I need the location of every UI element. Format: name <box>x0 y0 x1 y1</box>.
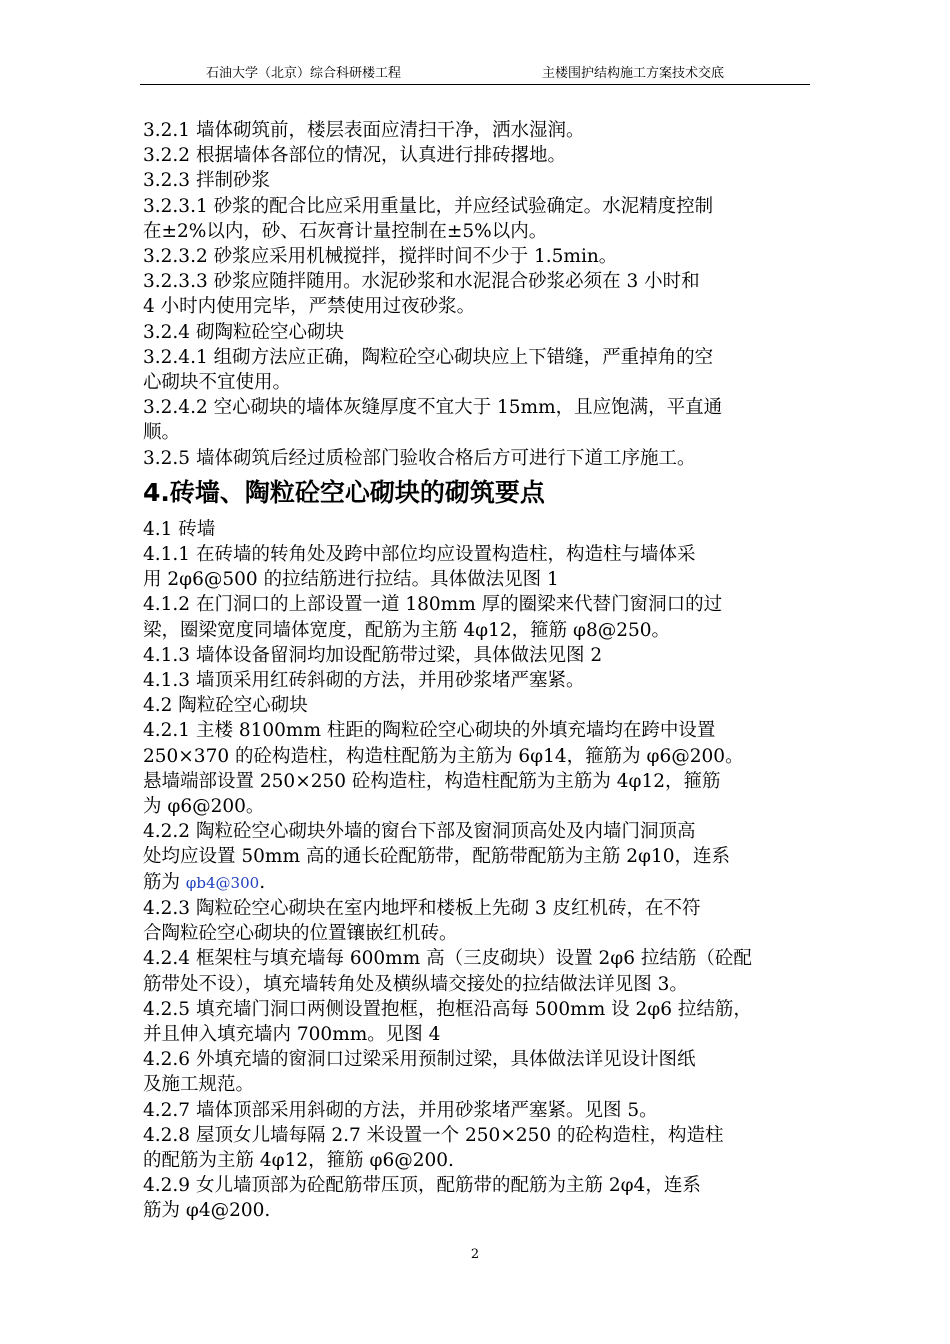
text-line: 4.2.2 陶粒砼空心砌块外墙的窗台下部及窗洞顶高处及内墙门洞顶高 <box>143 821 696 843</box>
text-line: 处均应设置 50mm 高的通长砼配筋带，配筋带配筋为主筋 2φ10，连系 <box>143 846 731 868</box>
text-line: 3.2.3 拌制砂浆 <box>143 170 270 192</box>
text-line: 3.2.5 墙体砌筑后经过质检部门验收合格后方可进行下道工序施工。 <box>143 447 696 469</box>
section-heading: 4.砖墙、陶粒砼空心砌块的砌筑要点 <box>143 477 545 507</box>
text-line: 用 2φ6@500 的拉结筋进行拉结。具体做法见图 1 <box>143 569 559 591</box>
section-3-2-items <box>143 118 815 471</box>
header-project-name: 石油大学（北京）综合科研楼工程 <box>206 66 402 81</box>
text-line: 心砌块不宜使用。 <box>143 372 292 394</box>
page-number: 2 <box>470 1247 480 1262</box>
text-line: 4 小时内使用完毕，严禁使用过夜砂浆。 <box>143 296 476 318</box>
text-line: 4.2.4 框架柱与填充墙每 600mm 高（三皮砌块）设置 2φ6 拉结筋（砼配 <box>143 948 752 970</box>
text-line: 4.2.5 填充墙门洞口两侧设置抱框，抱框沿高每 500mm 设 2φ6 拉结筋， <box>143 998 752 1020</box>
text-line: 4.1.1 在砖墙的转角处及跨中部位均应设置构造柱，构造柱与墙体采 <box>143 544 696 566</box>
text-line: 及施工规范。 <box>143 1074 255 1096</box>
link-prefix: 筋为 <box>143 871 181 893</box>
rebar-spec-link[interactable]: φb4@300 <box>185 873 260 892</box>
text-line: 在±2%以内，砂、石灰膏计量控制在±5%以内。 <box>143 220 548 242</box>
text-line: 4.2.6 外填充墙的窗洞口过梁采用预制过梁，具体做法详见设计图纸 <box>143 1049 696 1071</box>
text-line: 4.1.3 墙顶采用红砖斜砌的方法，并用砂浆堵严塞紧。 <box>143 670 585 692</box>
text-line: 4.1.3 墙体设备留洞均加设配筋带过梁，具体做法见图 2 <box>143 644 603 666</box>
section-4-items <box>143 517 815 1224</box>
text-line: 3.2.4.1 组砌方法应正确，陶粒砼空心砌块应上下错缝，严重掉角的空 <box>143 346 714 368</box>
text-line-with-link <box>143 870 815 896</box>
text-line: 3.2.3.1 砂浆的配合比应采用重量比，并应经试验确定。水泥精度控制 <box>143 195 714 217</box>
text-line: 合陶粒砼空心砌块的位置镶嵌红机砖。 <box>143 923 458 945</box>
text-line: 4.2.7 墙体顶部采用斜砌的方法，并用砂浆堵严塞紧。见图 5。 <box>143 1099 658 1121</box>
text-line: 3.2.1 墙体砌筑前，楼层表面应清扫干净，洒水湿润。 <box>143 120 585 141</box>
header-document-title: 主楼围护结构施工方案技术交底 <box>542 66 725 81</box>
text-line: 3.2.4 砌陶粒砼空心砌块 <box>143 321 344 343</box>
text-line: 3.2.3.2 砂浆应采用机械搅拌，搅拌时间不少于 1.5min。 <box>143 246 618 268</box>
text-line: 3.2.2 根据墙体各部位的情况，认真进行排砖撂地。 <box>143 145 566 167</box>
text-line: 悬墙端部设置 250×250 砼构造柱，构造柱配筋为主筋为 4φ12，箍筋 <box>143 770 721 792</box>
text-line: 3.2.3.3 砂浆应随拌随用。水泥砂浆和水泥混合砂浆必须在 3 小时和 <box>143 271 700 293</box>
text-line: 250×370 的砼构造柱，构造柱配筋为主筋为 6φ14，箍筋为 φ6@200。 <box>143 745 744 767</box>
text-line: 筋带处不设），填充墙转角处及横纵墙交接处的拉结做法详见图 3。 <box>143 973 688 995</box>
text-line: 筋为 φ4@200. <box>143 1200 271 1222</box>
text-line: 4.2.8 屋顶女儿墙每隔 2.7 米设置一个 250×250 的砼构造柱，构造柱 <box>143 1124 724 1146</box>
text-line: 4.2.9 女儿墙顶部为砼配筋带压顶，配筋带的配筋为主筋 2φ4，连系 <box>143 1175 701 1197</box>
page-header <box>140 64 810 85</box>
text-line: 为 φ6@200。 <box>143 796 265 818</box>
text-line: 顺。 <box>143 422 181 444</box>
text-line: 4.1 砖墙 <box>143 518 216 540</box>
text-line: 3.2.4.2 空心砌块的墙体灰缝厚度不宜大于 15mm，且应饱满，平直通 <box>143 397 723 419</box>
text-line: 4.2.3 陶粒砼空心砌块在室内地坪和楼板上先砌 3 皮红机砖，在不符 <box>143 897 701 919</box>
link-suffix: . <box>259 871 266 893</box>
text-line: 4.2 陶粒砼空心砌块 <box>143 695 308 717</box>
text-line: 梁，圈梁宽度同墙体宽度，配筋为主筋 4φ12，箍筋 φ8@250。 <box>143 619 671 641</box>
text-line: 的配筋为主筋 4φ12，箍筋 φ6@200. <box>143 1149 454 1171</box>
text-line: 4.1.2 在门洞口的上部设置一道 180mm 厚的圈梁来代替门窗洞口的过 <box>143 594 723 616</box>
document-body <box>143 118 815 1224</box>
text-line: 4.2.1 主楼 8100mm 柱距的陶粒砼空心砌块的外填充墙均在跨中设置 <box>143 720 716 742</box>
text-line: 并且伸入填充墙内 700mm。见图 4 <box>143 1023 441 1045</box>
